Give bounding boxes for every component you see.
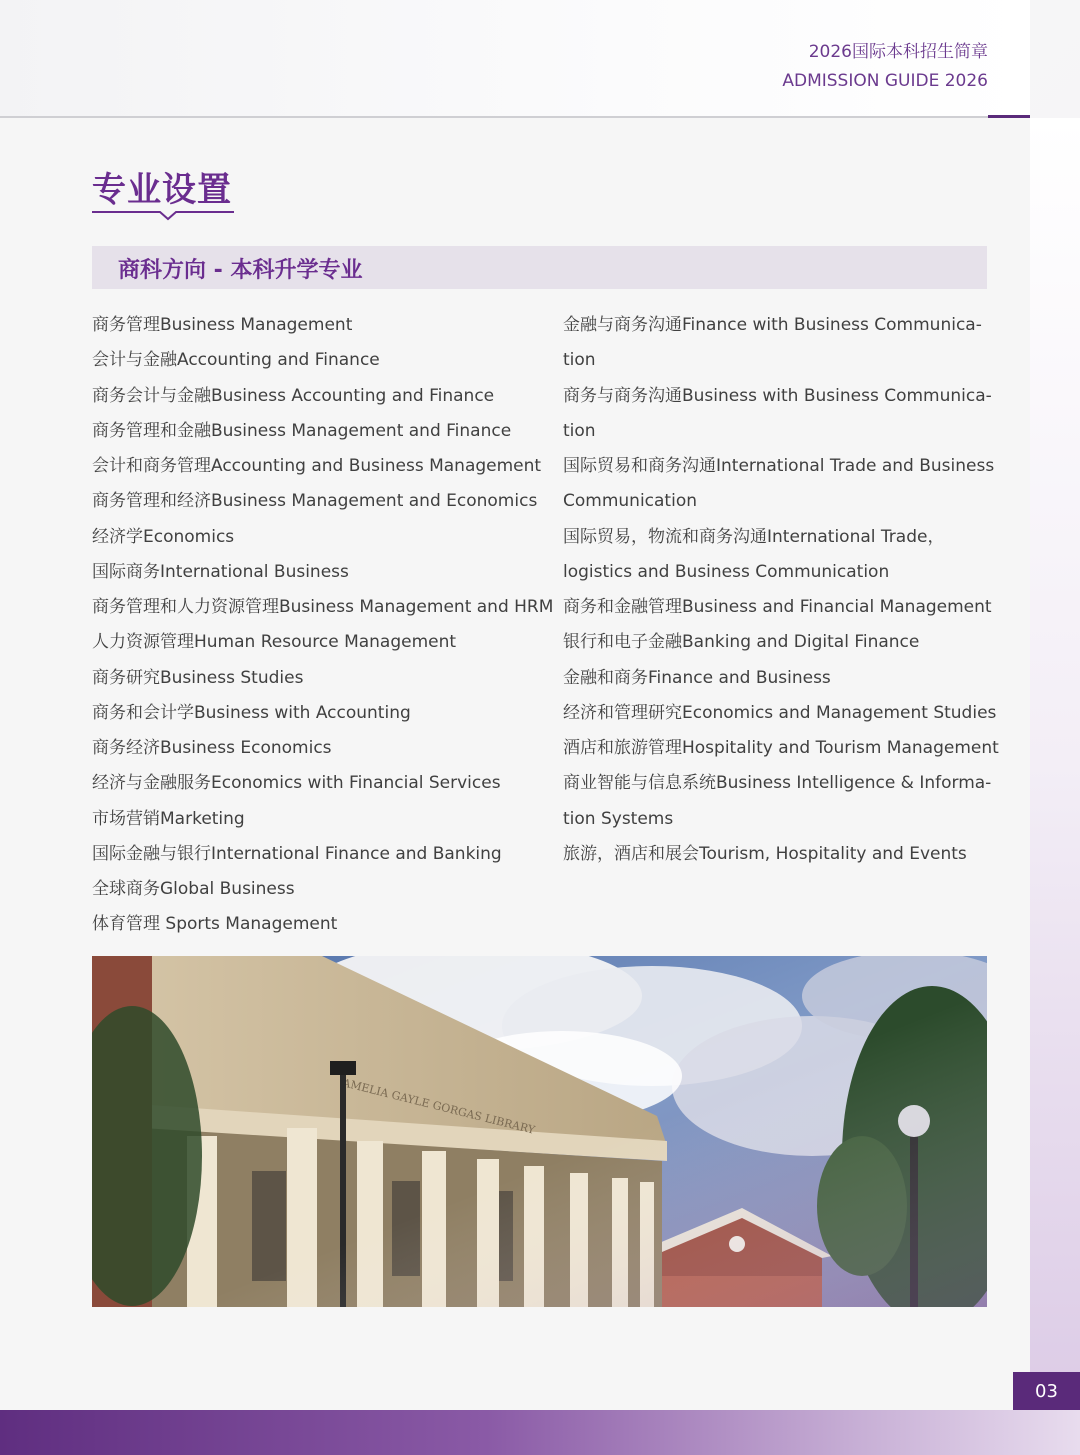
list-item: 经济和管理研究Economics and Management Studies	[563, 702, 997, 723]
header-title-en: ADMISSION GUIDE 2026	[782, 71, 988, 91]
list-item: 国际贸易和商务沟通International Trade and Business	[563, 456, 995, 476]
list-item: 商务管理和人力资源管理Business Management and HRM	[92, 597, 554, 617]
list-item: 国际商务International Business	[92, 561, 349, 582]
list-item: 全球商务Global Business	[92, 879, 295, 899]
list-item: 经济学Economics	[92, 526, 235, 547]
program-list-right	[563, 308, 999, 872]
list-item: 经济与金融服务Economics with Financial Services	[92, 773, 501, 794]
list-item: 体育管理 Sports Management	[92, 914, 338, 935]
section-title: 商科方向 - 本科升学专业	[118, 258, 363, 283]
list-item: 商业智能与信息系统Business Intelligence & Informa-	[563, 773, 992, 794]
list-item: 商务研究Business Studies	[92, 667, 304, 688]
section-header	[92, 246, 987, 289]
list-item: 商务管理Business Management	[92, 315, 353, 335]
list-item: 国际贸易，物流和商务沟通International Trade，	[563, 526, 945, 547]
program-list-left	[92, 308, 554, 943]
list-item: tion	[563, 350, 596, 371]
list-item: 金融与商务沟通Finance with Business Communica-	[563, 315, 982, 335]
list-item: 商务经济Business Economics	[92, 738, 332, 758]
list-item: 商务管理和经济Business Management and Economics	[92, 491, 538, 512]
list-item: 会计和商务管理Accounting and Business Management	[92, 456, 542, 476]
list-item: 银行和电子金融Banking and Digital Finance	[563, 632, 920, 653]
list-item: 商务会计与金融Business Accounting and Finance	[92, 385, 495, 406]
list-item: 旅游，酒店和展会Tourism, Hospitality and Events	[563, 843, 967, 864]
title-underline	[92, 210, 234, 222]
list-item: 市场营销Marketing	[92, 808, 245, 829]
list-item: 人力资源管理Human Resource Management	[92, 632, 457, 653]
campus-photo	[92, 956, 987, 1307]
list-item: 商务和金融管理Business and Financial Management	[563, 597, 992, 617]
list-item: 金融和商务Finance and Business	[563, 667, 831, 688]
footer-gradient-bar	[0, 1410, 1080, 1455]
list-item: tion Systems	[563, 808, 674, 829]
page-number: 03	[1013, 1372, 1080, 1410]
list-item: 商务管理和金融Business Management and Finance	[92, 420, 512, 441]
list-item: 商务和会计学Business with Accounting	[92, 702, 411, 723]
library-illustration	[92, 956, 987, 1307]
right-decor-strip	[1030, 118, 1080, 1410]
list-item: 国际金融与银行International Finance and Banking	[92, 843, 502, 864]
header-title-cn: 2026国际本科招生简章	[808, 42, 988, 62]
list-item: Communication	[563, 491, 697, 512]
list-item: 会计与金融Accounting and Finance	[92, 350, 380, 371]
header	[782, 38, 988, 96]
list-item: tion	[563, 420, 596, 441]
list-item: 酒店和旅游管理Hospitality and Tourism Management	[563, 738, 999, 758]
list-item: logistics and Business Communication	[563, 561, 890, 582]
list-item: 商务与商务沟通Business with Business Communica-	[563, 385, 992, 406]
page-title: 专业设置	[92, 170, 232, 210]
